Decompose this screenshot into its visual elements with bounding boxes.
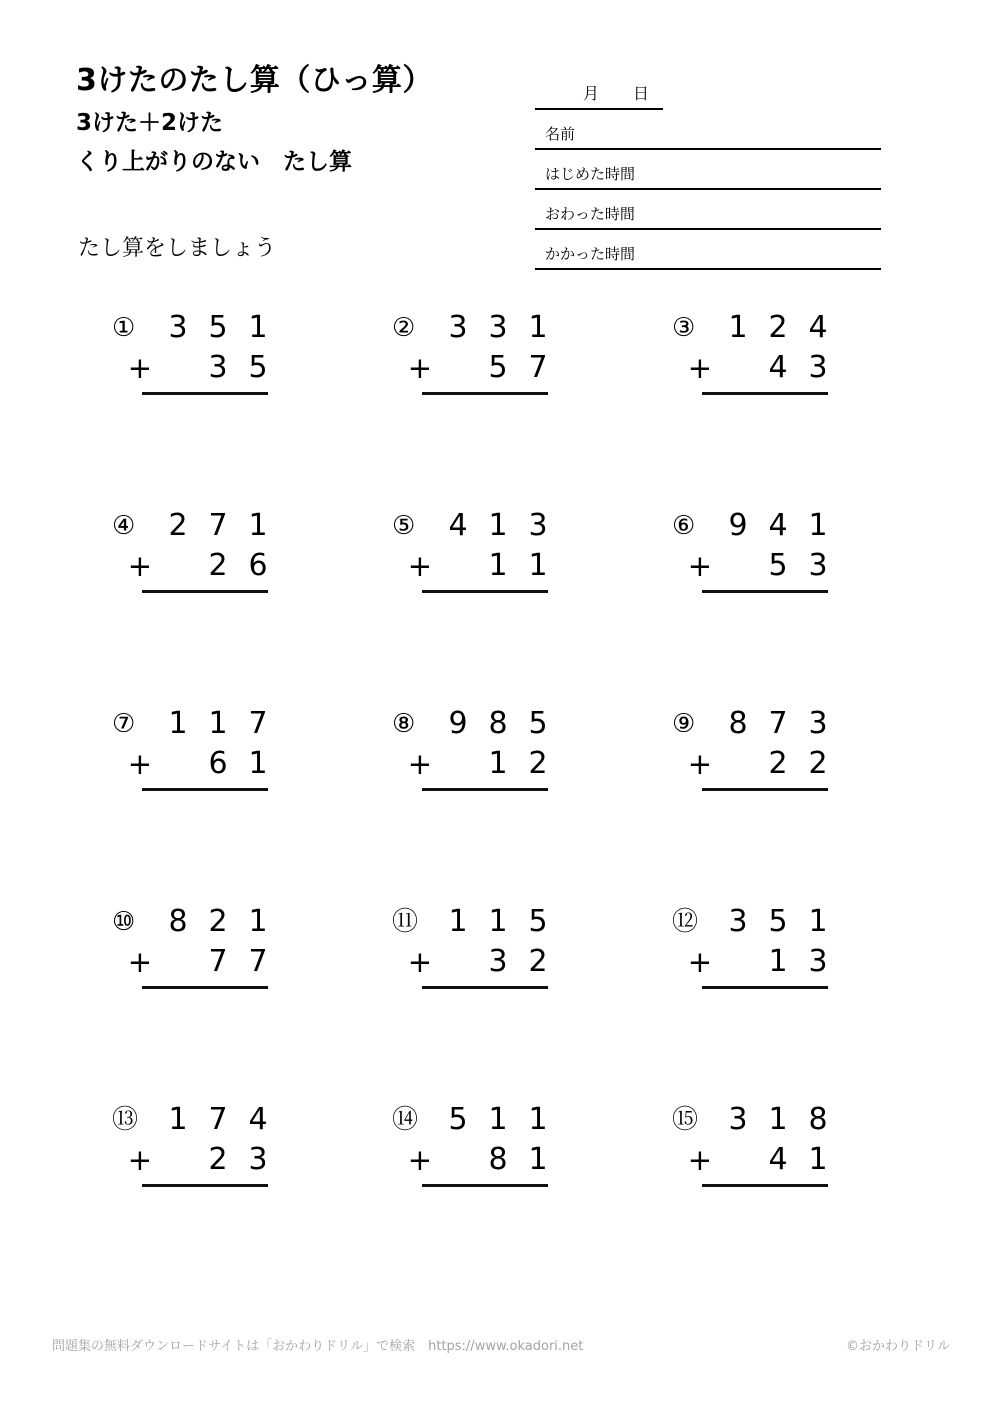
subtitle-carry: くり上がりのない たし算 [76, 149, 352, 175]
addend-bottom-digit: 2 [768, 746, 788, 781]
addend-top-row [672, 506, 844, 546]
addend-bottom-digit: 2 [808, 746, 828, 781]
addend-top-digit: 1 [528, 310, 548, 345]
addend-top-digit: 2 [208, 904, 228, 939]
problem [672, 300, 844, 498]
addend-bottom-row [672, 1140, 844, 1180]
addend-top-row [392, 308, 564, 348]
info-field-row [535, 110, 881, 150]
addend-top-digit: 1 [208, 706, 228, 741]
addend-bottom-digit: 3 [248, 1142, 268, 1177]
addend-top-digit: 1 [488, 508, 508, 543]
addend-bottom-digit: 1 [488, 746, 508, 781]
plus-sign: + [127, 548, 152, 583]
problem [392, 1092, 564, 1290]
addend-top-digit: 8 [728, 706, 748, 741]
addend-top-digit: 2 [768, 310, 788, 345]
addend-top-digit: 1 [808, 508, 828, 543]
addend-bottom-digit: 1 [248, 746, 268, 781]
footer-site-note: 問題集の無料ダウンロードサイトは「おかわりドリル」で検索 https://www.okadori.net [52, 1339, 584, 1354]
addend-bottom-digit: 5 [248, 350, 268, 385]
problem [672, 1092, 844, 1290]
problem [672, 498, 844, 696]
addend-bottom-row [112, 546, 284, 586]
date-field [535, 74, 663, 110]
addend-bottom-row [112, 1140, 284, 1180]
answer-line [142, 1184, 268, 1187]
answer-line [422, 986, 548, 989]
answer-line [702, 392, 828, 395]
addend-top-digit: 3 [728, 1102, 748, 1137]
plus-sign: + [127, 746, 152, 781]
info-field-label: おわった時間 [545, 205, 635, 223]
addend-bottom-row [392, 1140, 564, 1180]
addend-top-digit: 7 [248, 706, 268, 741]
info-fields [535, 110, 881, 270]
addend-top-digit: 8 [168, 904, 188, 939]
addend-bottom-row [392, 942, 564, 982]
addend-top-digit: 9 [728, 508, 748, 543]
addend-bottom-row [392, 348, 564, 388]
addend-top-row [672, 902, 844, 942]
info-field-row [535, 190, 881, 230]
problem [672, 696, 844, 894]
problem [112, 894, 284, 1092]
addend-bottom-digit: 2 [208, 548, 228, 583]
problem [672, 894, 844, 1092]
problem [112, 300, 284, 498]
addend-bottom-digit: 7 [208, 944, 228, 979]
footer-copyright: ©おかわりドリル [845, 1339, 950, 1354]
addend-bottom-row [672, 942, 844, 982]
plus-sign: + [687, 944, 712, 979]
answer-line [142, 392, 268, 395]
addend-top-digit: 3 [168, 310, 188, 345]
plus-sign: + [407, 548, 432, 583]
problems-grid [112, 300, 952, 1290]
addend-bottom-digit: 4 [768, 1142, 788, 1177]
addend-top-digit: 4 [808, 310, 828, 345]
addend-top-digit: 1 [808, 904, 828, 939]
plus-sign: + [687, 746, 712, 781]
plus-sign: + [687, 548, 712, 583]
problem [392, 894, 564, 1092]
addend-top-row [392, 506, 564, 546]
addend-top-digit: 8 [488, 706, 508, 741]
answer-line [142, 590, 268, 593]
addend-top-digit: 7 [208, 508, 228, 543]
addend-top-digit: 1 [768, 1102, 788, 1137]
info-field-label: かかった時間 [545, 245, 636, 263]
addend-top-digit: 3 [808, 706, 828, 741]
addend-top-row [392, 1100, 564, 1140]
addend-top-row [392, 902, 564, 942]
answer-line [422, 788, 548, 791]
addend-bottom-row [672, 546, 844, 586]
addend-bottom-row [392, 744, 564, 784]
addend-top-digit: 5 [208, 310, 228, 345]
plus-sign: + [687, 350, 712, 385]
addend-bottom-row [112, 744, 284, 784]
problem-number: ⑥ [672, 511, 696, 541]
addend-bottom-digit: 5 [768, 548, 788, 583]
addend-top-digit: 1 [168, 706, 188, 741]
addend-bottom-digit: 3 [808, 944, 828, 979]
addend-bottom-row [392, 546, 564, 586]
addend-top-digit: 1 [528, 1102, 548, 1137]
problem [392, 300, 564, 498]
addend-bottom-digit: 7 [248, 944, 268, 979]
problem-number: ⑫ [672, 907, 699, 937]
addend-bottom-digit: 2 [528, 746, 548, 781]
problem-number: ② [392, 313, 416, 343]
addend-bottom-digit: 3 [808, 350, 828, 385]
addend-top-row [672, 704, 844, 744]
addend-top-row [112, 902, 284, 942]
addend-top-digit: 9 [448, 706, 468, 741]
addend-top-row [672, 308, 844, 348]
problem [392, 498, 564, 696]
answer-line [142, 986, 268, 989]
addend-bottom-digit: 1 [488, 548, 508, 583]
plus-sign: + [407, 1142, 432, 1177]
addend-bottom-digit: 2 [528, 944, 548, 979]
addend-bottom-digit: 5 [488, 350, 508, 385]
addend-bottom-digit: 4 [768, 350, 788, 385]
addend-top-row [112, 506, 284, 546]
addend-top-digit: 2 [168, 508, 188, 543]
addend-top-digit: 1 [248, 310, 268, 345]
problem [112, 1092, 284, 1290]
problem [112, 696, 284, 894]
plus-sign: + [127, 1142, 152, 1177]
addend-top-digit: 1 [248, 508, 268, 543]
addend-top-digit: 1 [488, 1102, 508, 1137]
addend-top-digit: 3 [448, 310, 468, 345]
addend-bottom-row [672, 348, 844, 388]
addend-top-digit: 1 [168, 1102, 188, 1137]
addend-top-row [672, 1100, 844, 1140]
addend-bottom-digit: 3 [208, 350, 228, 385]
problem-number: ⑬ [112, 1105, 139, 1135]
addend-top-row [112, 1100, 284, 1140]
day-label: 日 [633, 84, 650, 103]
addend-top-digit: 4 [248, 1102, 268, 1137]
problem-number: ⑤ [392, 511, 416, 541]
problem-number: ⑭ [392, 1105, 419, 1135]
addend-bottom-row [672, 744, 844, 784]
answer-line [142, 788, 268, 791]
plus-sign: + [687, 1142, 712, 1177]
addend-top-row [112, 704, 284, 744]
plus-sign: + [407, 944, 432, 979]
addend-top-digit: 5 [528, 904, 548, 939]
addend-top-digit: 1 [448, 904, 468, 939]
problem [112, 498, 284, 696]
addend-bottom-digit: 8 [488, 1142, 508, 1177]
addend-bottom-digit: 1 [808, 1142, 828, 1177]
answer-line [422, 1184, 548, 1187]
month-label: 月 [583, 84, 600, 103]
problem-number: ⑪ [392, 907, 419, 937]
addend-bottom-digit: 1 [528, 1142, 548, 1177]
problem-number: ③ [672, 313, 696, 343]
info-field-row [535, 150, 881, 190]
addend-top-row [392, 704, 564, 744]
subtitle-digits: 3けた＋2けた [76, 110, 224, 136]
addend-bottom-digit: 7 [528, 350, 548, 385]
addend-top-digit: 1 [248, 904, 268, 939]
addend-top-digit: 3 [728, 904, 748, 939]
answer-line [702, 1184, 828, 1187]
answer-line [702, 590, 828, 593]
problem-number: ④ [112, 511, 136, 541]
addend-bottom-row [112, 942, 284, 982]
addend-top-row [112, 308, 284, 348]
addend-bottom-digit: 6 [208, 746, 228, 781]
addend-top-digit: 7 [768, 706, 788, 741]
addend-bottom-digit: 3 [808, 548, 828, 583]
addend-top-digit: 5 [448, 1102, 468, 1137]
problem-number: ⑮ [672, 1105, 699, 1135]
plus-sign: + [127, 350, 152, 385]
problem-number: ⑦ [112, 709, 136, 739]
addend-top-digit: 7 [208, 1102, 228, 1137]
addend-bottom-row [112, 348, 284, 388]
addend-bottom-digit: 1 [768, 944, 788, 979]
info-field-row [535, 230, 881, 270]
plus-sign: + [127, 944, 152, 979]
addend-top-digit: 1 [728, 310, 748, 345]
addend-top-digit: 5 [528, 706, 548, 741]
addend-top-digit: 1 [488, 904, 508, 939]
problem-number: ① [112, 313, 136, 343]
info-box [535, 74, 881, 270]
page-title: 3けたのたし算（ひっ算） [76, 63, 433, 98]
answer-line [702, 986, 828, 989]
info-field-label: 名前 [545, 125, 576, 143]
plus-sign: + [407, 350, 432, 385]
problem-number: ⑧ [392, 709, 416, 739]
addend-top-digit: 3 [488, 310, 508, 345]
header [76, 63, 433, 175]
problem-number: ⑨ [672, 709, 696, 739]
addend-bottom-digit: 6 [248, 548, 268, 583]
problem [392, 696, 564, 894]
addend-top-digit: 4 [448, 508, 468, 543]
answer-line [422, 590, 548, 593]
info-field-label: はじめた時間 [545, 165, 636, 183]
addend-bottom-digit: 3 [488, 944, 508, 979]
addend-bottom-digit: 2 [208, 1142, 228, 1177]
addend-top-digit: 3 [528, 508, 548, 543]
addend-top-digit: 8 [808, 1102, 828, 1137]
instruction-text: たし算をしましょう [78, 236, 277, 261]
addend-top-digit: 4 [768, 508, 788, 543]
addend-bottom-digit: 1 [528, 548, 548, 583]
problem-number: ⑩ [112, 907, 136, 937]
plus-sign: + [407, 746, 432, 781]
addend-top-digit: 5 [768, 904, 788, 939]
answer-line [702, 788, 828, 791]
answer-line [422, 392, 548, 395]
